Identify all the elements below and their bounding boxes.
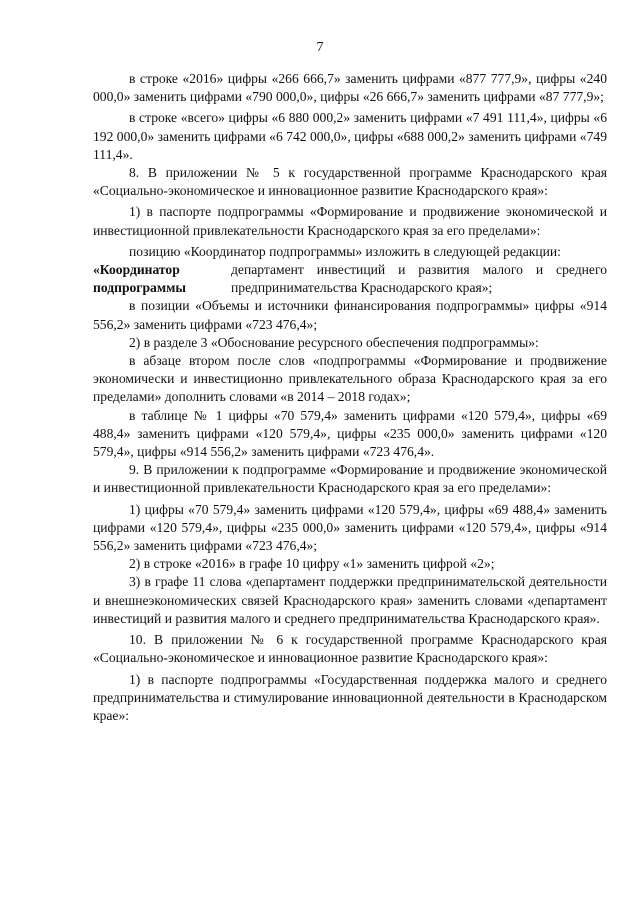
paragraph-second-abzac: в абзаце втором после слов «подпрограммы «Формирование и продвижение экономически и инвестиционно привлекательного образа Краснодарского края за его пределами» дополнить словами «в 2014 – 2018 годах»; <box>93 353 607 405</box>
paragraph-item-10-1: 1) в паспорте подпрограммы «Государственная поддержка малого и среднего предпринимательства и стимулирование инновационной деятельности в Краснодарском крае»: <box>93 671 607 723</box>
paragraph-item-9: 9. В приложении к подпрограмме «Формирование и продвижение экономической и инвестиционной привлекательности Краснодарского края за его пределами»: <box>93 462 607 496</box>
page-number: 7 <box>316 40 324 55</box>
coordinator-value: департамент инвестиций и развития малого и среднего предпринимательства Краснодарского края»; <box>231 262 607 296</box>
paragraph-item-9-3: 3) в графе 11 слова «департамент поддержки предпринимательской деятельности и внешнеэкономических связей Краснодарского края» заменить словами «департамент инвестиций и развития малого и среднего предпринимательства Краснодарского края». <box>93 574 607 626</box>
coordinator-table <box>93 261 607 297</box>
paragraph-item-9-1: 1) цифры «70 579,4» заменить цифрами «120 579,4», цифры «69 488,4» заменить цифрами «120 579,4», цифры «235 000,0» заменить цифрами «120 579,4», цифры «914 556,2» заменить цифрами «723 476,4»; <box>93 501 607 554</box>
coordinator-label <box>93 261 231 297</box>
paragraph-passport-subprogram: 1) в паспорте подпрограммы «Формирование и продвижение экономической и инвестиционной привлекательности Краснодарского края за его пределами»: <box>93 204 607 238</box>
paragraph-row-2016: в строке «2016» цифры «266 666,7» заменить цифрами «877 777,9», цифры «240 000,0» заменить цифрами «790 000,0», цифры «26 666,7» заменить цифрами «87 777,9»; <box>93 71 607 105</box>
paragraph-section-3: 2) в разделе 3 «Обоснование ресурсного обеспечения подпрограммы»: <box>129 334 539 350</box>
paragraph-table-1: в таблице № 1 цифры «70 579,4» заменить цифрами «120 579,4», цифры «69 488,4» заменить цифрами «120 579,4», цифры «235 000,0» заменить цифрами «120 579,4», цифры «914 556,2» заменить цифрами «723 476,4». <box>93 407 607 460</box>
paragraph-financing-volumes: в позиции «Объемы и источники финансирования подпрограммы» цифры «914 556,2» заменить цифрами «723 476,4»; <box>93 298 607 332</box>
paragraph-coordinator-position: позицию «Координатор подпрограммы» изложить в следующей редакции: <box>129 243 561 259</box>
document-body <box>93 70 607 725</box>
paragraph-row-total: в строке «всего» цифры «6 880 000,2» заменить цифрами «7 491 111,4», цифры «6 192 000,0» заменить цифрами «6 742 000,0», цифры «688 000,2» заменить цифрами «749 111,4». <box>93 110 607 162</box>
coordinator-label-line-2: подпрограммы <box>93 280 186 296</box>
paragraph-item-8: 8. В приложении № 5 к государственной программе Краснодарского края «Социально-экономическое и инновационное развитие Краснодарского края»: <box>93 165 607 199</box>
coordinator-label-line-1: «Координатор <box>93 262 180 278</box>
paragraph-item-10: 10. В приложении № 6 к государственной программе Краснодарского края «Социально-экономическое и инновационное развитие Краснодарского края»: <box>93 632 607 666</box>
paragraph-item-9-2: 2) в строке «2016» в графе 10 цифру «1» заменить цифрой «2»; <box>129 556 495 572</box>
